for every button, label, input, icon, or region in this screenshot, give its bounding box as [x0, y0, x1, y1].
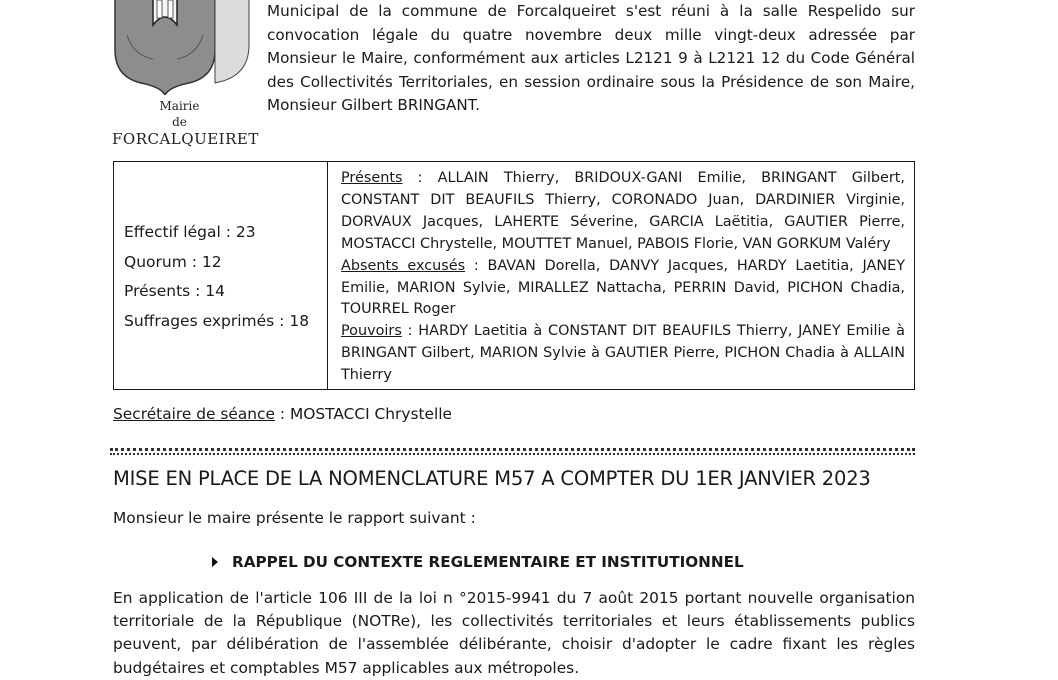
absents-label: Absents excusés: [341, 257, 466, 274]
coat-of-arms-logo: [113, 0, 251, 95]
dotted-divider-bottom: [110, 453, 915, 455]
mairie-label-line1: Mairie: [159, 99, 200, 113]
mairie-label-line2: de: [172, 115, 187, 129]
absents-list: : BAVAN Dorella, DANVY Jacques, HARDY Laetitia, JANEY Emilie, MARION Sylvie, MIRALLEZ Nattacha, PERRIN David, PICHON Chadia, TOURREL Roger: [341, 257, 905, 318]
section-lead: Monsieur le maire présente le rapport suivant :: [113, 509, 476, 527]
bullet-heading: [212, 553, 744, 571]
presents-list: : ALLAIN Thierry, BRIDOUX-GANI Emilie, BRINGANT Gilbert, CONSTANT DIT BEAUFILS Thierry, CORONADO Juan, DARDINIER Virginie, DORVAUX Jacques, LAHERTE Séverine, GARCIA Laëtitia, GAUTIER Pierre, MOSTACCI Chrystelle, MOUTTET Manuel, PABOIS Florie, VAN GORKUM Valéry: [341, 170, 905, 252]
body-paragraph: En application de l'article 106 III de la loi n °2015-9941 du 7 août 2015 portant nouvelle organisation territoriale de la République (NOTRe), les collectivités territoriales et leurs établissements publics peuvent, par délibération de l'assemblée délibérante, choisir d'adopter le cadre fixant les règles budgétaires et comptables M57 applicables aux métropoles.: [113, 589, 915, 677]
secretary-label: Secrétaire de séance: [113, 405, 275, 423]
dotted-divider-top: [110, 448, 915, 451]
section-title: MISE EN PLACE DE LA NOMENCLATURE M57 A COMPTER DU 1ER JANVIER 2023: [113, 467, 871, 490]
attendance-details: [328, 162, 914, 389]
pouvoirs-label: Pouvoirs: [341, 323, 402, 340]
pouvoirs-list: : HARDY Laetitia à CONSTANT DIT BEAUFILS Thierry, JANEY Emilie à BRINGANT Gilbert, MARION Sylvie à GAUTIER Pierre, PICHON Chadia à ALLAIN Thierry: [341, 323, 905, 384]
absents-block: [341, 256, 905, 322]
secretary-value: : MOSTACCI Chrystelle: [275, 405, 452, 423]
quorum: Quorum : 12: [124, 252, 222, 271]
suffrages-exprimes: Suffrages exprimés : 18: [124, 311, 310, 330]
presents-block: [341, 168, 905, 256]
presents-label: Présents: [341, 170, 403, 186]
triangle-bullet-icon: [212, 557, 218, 567]
secretary-line: [113, 405, 452, 423]
pouvoirs-block: [341, 321, 905, 387]
presents-count: Présents : 14: [124, 282, 226, 300]
intro-paragraph: Municipal de la commune de Forcalqueiret s'est réuni à la salle Respelido sur convocation légale du quatre novembre deux mille vingt-deux adressée par Monsieur le Maire, conformément aux articles L2121 9 à L2121 12 du Code Général des Collectivités Territoriales, en session ordinaire sous la Présidence de son Maire, Monsieur Gilbert BRINGANT.: [267, 2, 915, 114]
bullet-heading-text: RAPPEL DU CONTEXTE REGLEMENTAIRE ET INSTITUTIONNEL: [232, 553, 744, 571]
attendance-counts: [114, 162, 328, 389]
mairie-label-line3: FORCALQUEIRET: [112, 130, 259, 148]
attendance-table: [113, 161, 915, 390]
effectif-legal: Effectif légal : 23: [124, 223, 256, 241]
